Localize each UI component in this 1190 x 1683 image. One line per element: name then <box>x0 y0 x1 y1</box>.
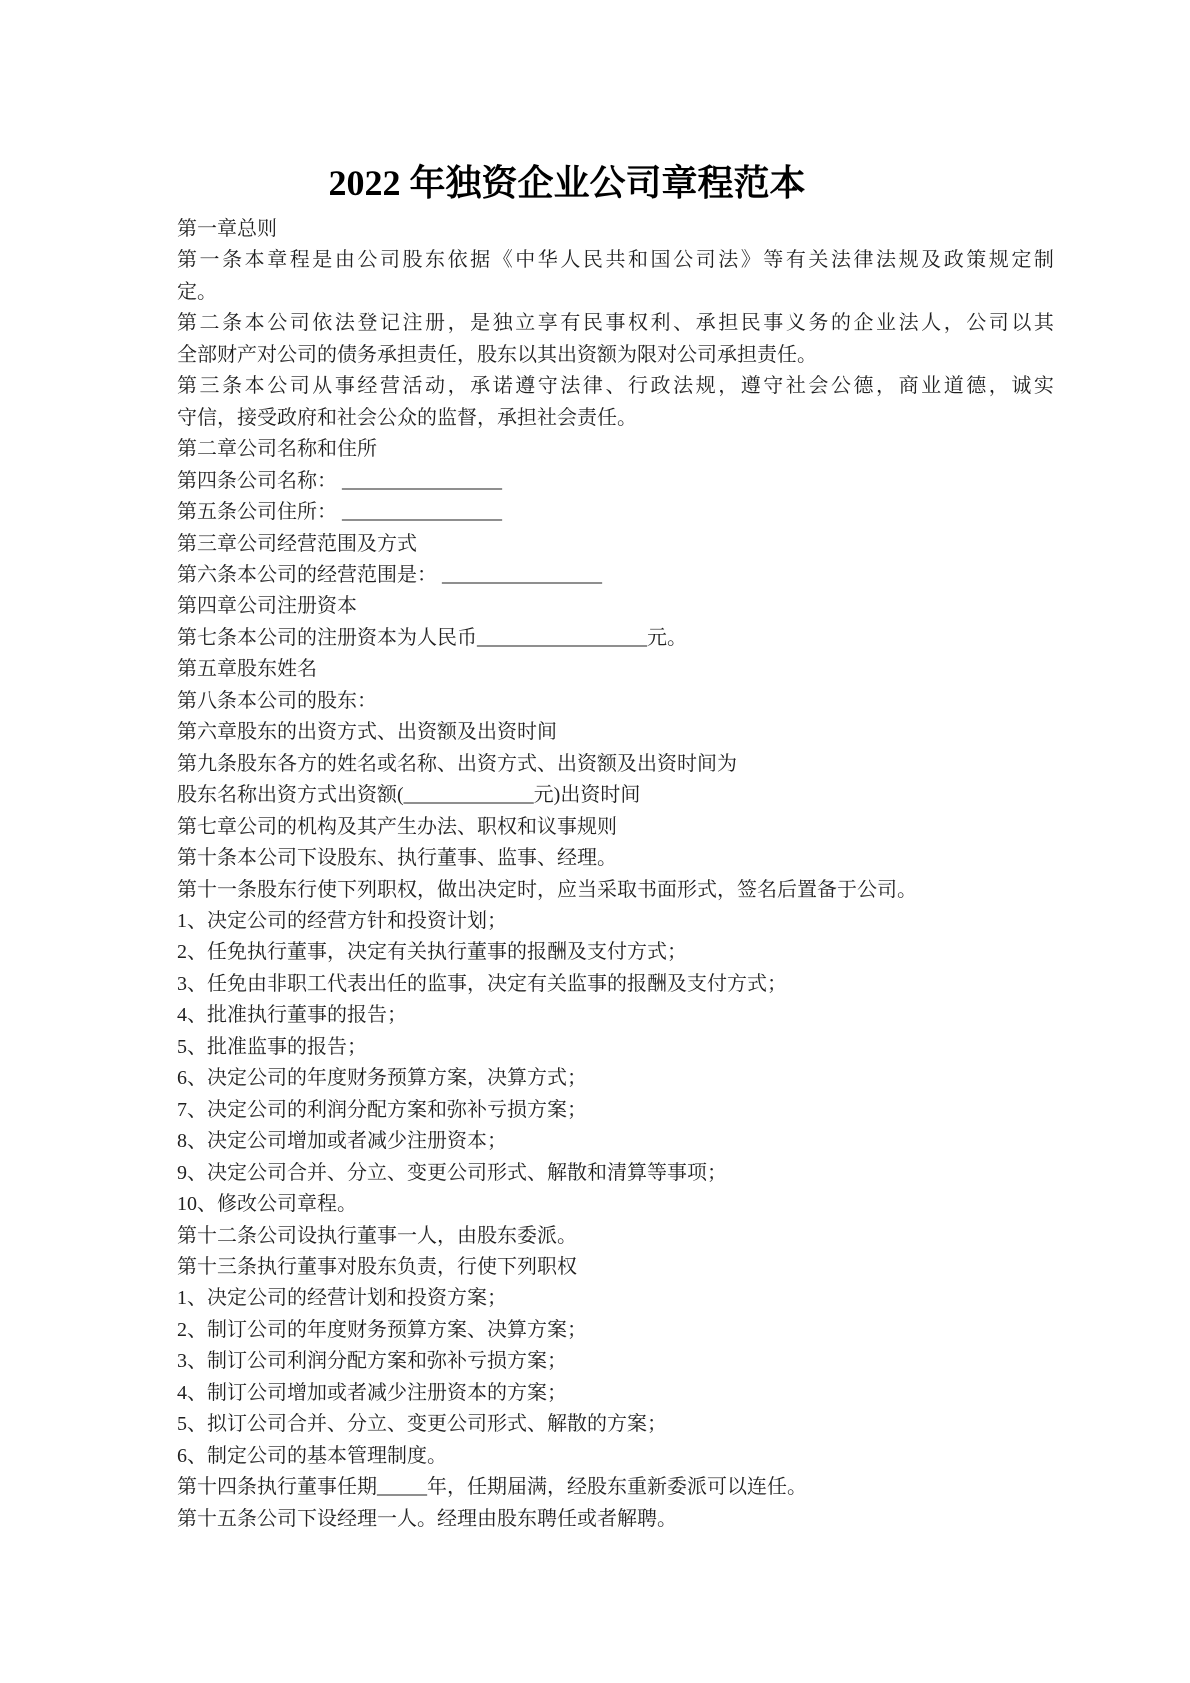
article-14-term-blank: 第十四条执行董事任期_____年，任期届满，经股东重新委派可以连任。 <box>177 1476 807 1499</box>
article-3-text-line-1: 第三条本公司从事经营活动，承诺遵守法律、行政法规，遵守社会公德，商业道德，诚实 <box>177 375 1057 398</box>
article-13-item-4: 4、制订公司增加或者减少注册资本的方案； <box>177 1381 567 1404</box>
article-13-item-6: 6、制定公司的基本管理制度。 <box>177 1444 447 1467</box>
article-3-text-line-2: 守信，接受政府和社会公众的监督，承担社会责任。 <box>177 406 637 429</box>
article-10-text: 第十条本公司下设股东、执行董事、监事、经理。 <box>177 847 617 870</box>
article-6-business-scope-blank: 第六条本公司的经营范围是： ________________ <box>177 563 602 586</box>
chapter-6-heading: 第六章股东的出资方式、出资额及出资时间 <box>177 721 557 744</box>
article-12-text: 第十二条公司设执行董事一人，由股东委派。 <box>177 1224 577 1247</box>
article-11-item-1: 1、决定公司的经营方针和投资计划； <box>177 909 507 932</box>
article-13-text: 第十三条执行董事对股东负责，行使下列职权 <box>177 1255 577 1278</box>
article-11-item-4: 4、批准执行董事的报告； <box>177 1004 407 1027</box>
article-11-item-5: 5、批准监事的报告； <box>177 1035 367 1058</box>
article-11-item-10: 10、修改公司章程。 <box>177 1193 357 1216</box>
article-11-item-3: 3、任免由非职工代表出任的监事，决定有关监事的报酬及支付方式； <box>177 972 787 995</box>
article-8-shareholders: 第八条本公司的股东： <box>177 689 377 712</box>
document-title: 2022 年独资企业公司章程范本 <box>328 163 806 203</box>
document-body <box>177 214 1057 1535</box>
article-7-registered-capital-blank: 第七条本公司的注册资本为人民币_________________元。 <box>177 626 687 649</box>
chapter-4-heading: 第四章公司注册资本 <box>177 595 357 618</box>
article-5-company-address-blank: 第五条公司住所： ________________ <box>177 501 502 524</box>
article-13-item-3: 3、制订公司利润分配方案和弥补亏损方案； <box>177 1350 567 1373</box>
article-2-text-line-2: 全部财产对公司的债务承担责任，股东以其出资额为限对公司承担责任。 <box>177 343 817 366</box>
article-4-company-name-blank: 第四条公司名称： ________________ <box>177 469 502 492</box>
article-9-shareholder-entry-blank: 股东名称出资方式出资额(_____________元)出资时间 <box>177 784 641 807</box>
chapter-3-heading: 第三章公司经营范围及方式 <box>177 532 417 555</box>
article-2-text-line-1: 第二条本公司依法登记注册，是独立享有民事权利、承担民事义务的企业法人，公司以其 <box>177 312 1057 335</box>
article-15-text: 第十五条公司下设经理一人。经理由股东聘任或者解聘。 <box>177 1507 677 1530</box>
chapter-2-heading: 第二章公司名称和住所 <box>177 438 377 461</box>
article-11-item-6: 6、决定公司的年度财务预算方案，决算方式； <box>177 1067 587 1090</box>
article-13-item-1: 1、决定公司的经营计划和投资方案； <box>177 1287 507 1310</box>
article-11-item-9: 9、决定公司合并、分立、变更公司形式、解散和清算等事项； <box>177 1161 727 1184</box>
article-13-item-5: 5、拟订公司合并、分立、变更公司形式、解散的方案； <box>177 1413 667 1436</box>
article-1-text-line-2: 定。 <box>177 280 217 303</box>
chapter-7-heading: 第七章公司的机构及其产生办法、职权和议事规则 <box>177 815 617 838</box>
article-11-item-8: 8、决定公司增加或者减少注册资本； <box>177 1130 507 1153</box>
article-1-text-line-1: 第一条本章程是由公司股东依据《中华人民共和国公司法》等有关法律法规及政策规定制 <box>177 249 1057 272</box>
article-11-item-2: 2、任免执行董事，决定有关执行董事的报酬及支付方式； <box>177 941 687 964</box>
article-11-item-7: 7、决定公司的利润分配方案和弥补亏损方案； <box>177 1098 587 1121</box>
article-11-text: 第十一条股东行使下列职权，做出决定时，应当采取书面形式，签名后置备于公司。 <box>177 878 917 901</box>
chapter-5-heading: 第五章股东姓名 <box>177 658 317 681</box>
article-13-item-2: 2、制订公司的年度财务预算方案、决算方案； <box>177 1318 587 1341</box>
article-9-text: 第九条股东各方的姓名或名称、出资方式、出资额及出资时间为 <box>177 752 737 775</box>
chapter-1-heading: 第一章总则 <box>177 218 277 240</box>
